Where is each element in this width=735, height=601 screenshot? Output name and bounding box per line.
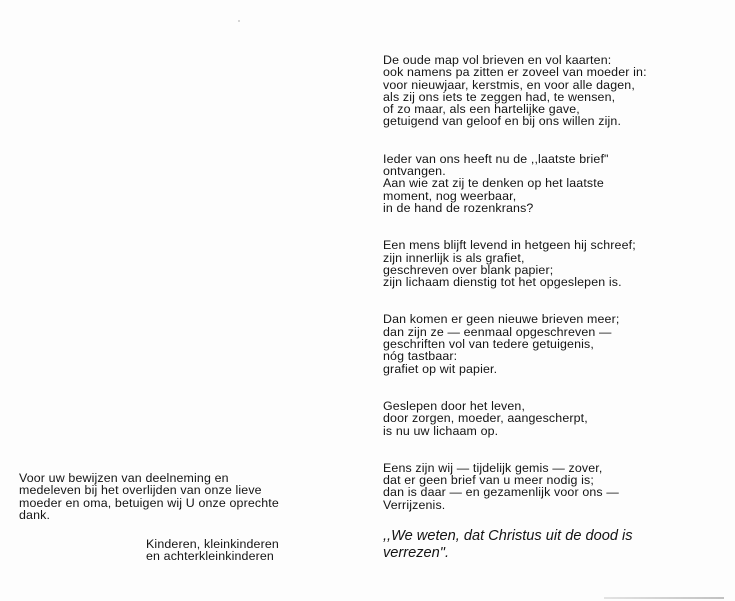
poem-stanza-5 xyxy=(383,400,723,437)
thanks-line: dank. xyxy=(19,507,51,522)
poem-line: dat er geen brief van u meer nodig is; xyxy=(383,473,594,488)
poem-stanza-3 xyxy=(383,239,723,288)
poem-line: of zo maar, als een hartelijke gave, xyxy=(383,102,580,117)
poem-line: zijn innerlijk is als grafiet, xyxy=(383,250,525,265)
poem-line: geschriften vol van tedere getuigenis, xyxy=(383,337,594,352)
poem-line: Geslepen door het leven, xyxy=(383,398,526,413)
poem-line: Verrijzenis. xyxy=(383,497,446,512)
memorial-poem xyxy=(383,54,723,536)
poem-line: ook namens pa zitten er zoveel van moeder in: xyxy=(383,65,647,80)
poem-line: door zorgen, moeder, aangescherpt, xyxy=(383,411,588,426)
poem-line: grafiet op wit papier. xyxy=(383,361,498,376)
signature-line: en achterkleinkinderen xyxy=(146,549,274,564)
thanks-line: moeder en oma, betuigen wij U onze oprechte xyxy=(19,495,279,510)
signature-line: Kinderen, kleinkinderen xyxy=(146,537,279,551)
family-signature xyxy=(146,538,346,563)
poem-line: Dan komen er geen nieuwe brieven meer; xyxy=(383,312,620,327)
thanks-line: medeleven bij het overlijden van onze lieve xyxy=(19,483,262,498)
poem-stanza-6 xyxy=(383,462,723,511)
poem-line: Ieder van ons heeft nu de ,,laatste brief" xyxy=(383,151,609,166)
card-edge-mark xyxy=(604,597,724,599)
poem-line: dan zijn ze — eenmaal opgeschreven — xyxy=(383,324,612,339)
poem-line: nóg tastbaar: xyxy=(383,349,458,364)
poem-line: geschreven over blank papier; xyxy=(383,262,554,277)
poem-line: De oude map vol brieven en vol kaarten: xyxy=(383,53,612,67)
poem-line: voor nieuwjaar, kerstmis, en voor alle dagen, xyxy=(383,77,635,92)
poem-stanza-4 xyxy=(383,313,723,374)
thanks-message xyxy=(19,472,339,521)
poem-line: dan is daar — en gezamenlijk voor ons — xyxy=(383,485,619,500)
poem-line: getuigend van geloof en bij ons willen zijn. xyxy=(383,114,622,129)
poem-line: in de hand de rozenkrans? xyxy=(383,200,534,215)
poem-line: zijn lichaam dienstig tot het opgeslepen is. xyxy=(383,275,622,290)
bible-quote xyxy=(383,528,723,562)
quote-line: verrezen". xyxy=(383,545,450,561)
poem-line: moment, nog weerbaar, xyxy=(383,188,517,203)
poem-line: als zij ons iets te zeggen had, te wensen, xyxy=(383,89,616,104)
poem-line: ontvangen. xyxy=(383,164,446,179)
poem-line: Een mens blijft levend in hetgeen hij schreef; xyxy=(383,238,636,253)
poem-line: is nu uw lichaam op. xyxy=(383,423,499,438)
poem-stanza-1 xyxy=(383,54,723,128)
poem-stanza-2 xyxy=(383,153,723,214)
poem-line: Eens zijn wij — tijdelijk gemis — zover, xyxy=(383,460,603,475)
quote-line: ,,We weten, dat Christus uit de dood is xyxy=(383,528,633,544)
paper-speck xyxy=(238,20,240,22)
thanks-line: Voor uw bewijzen van deelneming en xyxy=(19,471,229,485)
poem-line: Aan wie zat zij te denken op het laatste xyxy=(383,176,604,191)
